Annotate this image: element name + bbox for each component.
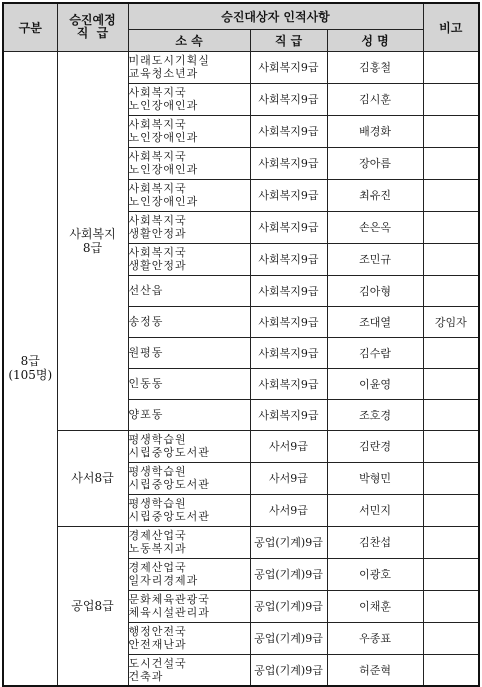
name-cell: 김수람 <box>327 337 423 368</box>
group-label-line: 8급 <box>82 240 103 255</box>
dept-line: 미래도시기획실 <box>128 54 210 67</box>
dept-line: 사회복지국 <box>128 214 187 227</box>
name-cell: 배경화 <box>327 115 423 147</box>
dept-line: 양포동 <box>128 408 164 421</box>
name-cell: 이광호 <box>327 558 423 590</box>
note-cell <box>423 243 479 275</box>
dept-line: 경제산업국 <box>128 529 187 542</box>
dept-line: 노동복지과 <box>128 542 187 555</box>
header-personnel: 승진대상자 인적사항 <box>128 3 423 29</box>
name-cell: 장아름 <box>327 147 423 179</box>
name-cell: 김아형 <box>327 275 423 306</box>
name-cell: 조대열 <box>327 306 423 337</box>
header-note: 비고 <box>423 3 479 51</box>
note-cell <box>423 115 479 147</box>
dept-line: 원평동 <box>128 346 164 359</box>
header-category: 구분 <box>3 3 57 51</box>
group-label-line: 사회복지 <box>69 226 116 241</box>
rank-cell: 공업(기계)9급 <box>250 526 327 558</box>
rank-cell: 사회복지9급 <box>250 337 327 368</box>
note-cell <box>423 399 479 430</box>
name-cell: 최유진 <box>327 179 423 211</box>
dept-line: 생활안정과 <box>128 227 187 240</box>
group-label-cell <box>57 430 128 526</box>
promotion-table <box>2 2 480 687</box>
note-cell <box>423 83 479 115</box>
dept-cell <box>128 462 250 494</box>
rank-cell: 공업(기계)9급 <box>250 654 327 686</box>
dept-line: 평생학습원 <box>128 497 187 510</box>
name-cell: 조호경 <box>327 399 423 430</box>
dept-cell <box>128 179 250 211</box>
note-cell <box>423 275 479 306</box>
name-cell: 김찬섭 <box>327 526 423 558</box>
header-dept: 소 속 <box>128 29 250 51</box>
dept-line: 일자리경제과 <box>128 574 199 587</box>
dept-cell <box>128 430 250 462</box>
rank-cell: 사회복지9급 <box>250 399 327 430</box>
note-cell <box>423 368 479 399</box>
total-category-line: (105명) <box>8 368 53 383</box>
dept-cell <box>128 83 250 115</box>
rank-cell: 사서9급 <box>250 494 327 526</box>
dept-cell <box>128 526 250 558</box>
dept-cell <box>128 558 250 590</box>
rank-cell: 사회복지9급 <box>250 179 327 211</box>
dept-cell <box>128 275 250 306</box>
name-cell: 서민지 <box>327 494 423 526</box>
rank-cell: 사회복지9급 <box>250 368 327 399</box>
dept-cell <box>128 337 250 368</box>
total-category-cell <box>3 51 57 686</box>
dept-cell <box>128 211 250 243</box>
note-cell: 강임자 <box>423 306 479 337</box>
dept-line: 문화체육관광국 <box>128 593 210 606</box>
dept-cell <box>128 51 250 83</box>
table-row <box>3 430 479 462</box>
dept-line: 건축과 <box>128 669 164 683</box>
note-cell <box>423 654 479 686</box>
dept-cell <box>128 243 250 275</box>
dept-cell <box>128 115 250 147</box>
rank-cell: 공업(기계)9급 <box>250 558 327 590</box>
rank-cell: 사서9급 <box>250 462 327 494</box>
note-cell <box>423 147 479 179</box>
group-label-line: 공업8급 <box>71 598 114 613</box>
dept-cell <box>128 622 250 654</box>
note-cell <box>423 51 479 83</box>
table-body <box>3 51 479 686</box>
name-cell: 김홍철 <box>327 51 423 83</box>
name-cell: 이채훈 <box>327 590 423 622</box>
dept-line: 평생학습원 <box>128 433 187 446</box>
dept-cell <box>128 147 250 179</box>
header-rank: 직 급 <box>250 29 327 51</box>
dept-line: 사회복지국 <box>128 86 187 99</box>
dept-cell <box>128 590 250 622</box>
dept-line: 평생학습원 <box>128 465 187 478</box>
name-cell: 허준혁 <box>327 654 423 686</box>
dept-line: 시립중앙도서관 <box>128 478 210 491</box>
name-cell: 손은옥 <box>327 211 423 243</box>
dept-line: 행정안전국 <box>128 625 187 638</box>
note-cell <box>423 558 479 590</box>
rank-cell: 사회복지9급 <box>250 306 327 337</box>
name-cell: 김시훈 <box>327 83 423 115</box>
dept-cell <box>128 654 250 686</box>
note-cell <box>423 526 479 558</box>
dept-line: 선산읍 <box>128 284 164 297</box>
name-cell: 조민규 <box>327 243 423 275</box>
dept-cell <box>128 494 250 526</box>
name-cell: 이윤영 <box>327 368 423 399</box>
dept-line: 사회복지국 <box>128 182 187 195</box>
rank-cell: 공업(기계)9급 <box>250 590 327 622</box>
group-label-cell <box>57 526 128 686</box>
group-label-cell <box>57 51 128 430</box>
rank-cell: 사회복지9급 <box>250 147 327 179</box>
dept-cell <box>128 368 250 399</box>
note-cell <box>423 179 479 211</box>
dept-line: 교육청소년과 <box>128 67 199 80</box>
note-cell <box>423 590 479 622</box>
note-cell <box>423 494 479 526</box>
note-cell <box>423 337 479 368</box>
dept-line: 안전재난과 <box>128 638 187 651</box>
dept-line: 노인장애인과 <box>128 163 199 176</box>
dept-line: 노인장애인과 <box>128 99 199 112</box>
header-name: 성 명 <box>327 29 423 51</box>
note-cell <box>423 622 479 654</box>
dept-line: 송정동 <box>128 315 164 328</box>
rank-cell: 사회복지9급 <box>250 211 327 243</box>
dept-line: 경제산업국 <box>128 561 187 574</box>
group-label-line: 사서8급 <box>71 471 114 485</box>
note-cell <box>423 430 479 462</box>
header-planned-rank-line: 직 급 <box>76 26 109 41</box>
dept-line: 노인장애인과 <box>128 195 199 208</box>
dept-line: 사회복지국 <box>128 150 187 163</box>
rank-cell: 사서9급 <box>250 430 327 462</box>
dept-cell <box>128 399 250 430</box>
dept-line: 생활안정과 <box>128 259 187 272</box>
dept-line: 인동동 <box>128 377 164 390</box>
header-planned-rank <box>57 3 128 51</box>
name-cell: 우종표 <box>327 622 423 654</box>
dept-line: 시립중앙도서관 <box>128 446 210 459</box>
name-cell: 김란경 <box>327 430 423 462</box>
rank-cell: 사회복지9급 <box>250 115 327 147</box>
name-cell: 박형민 <box>327 462 423 494</box>
rank-cell: 사회복지9급 <box>250 83 327 115</box>
note-cell <box>423 462 479 494</box>
dept-line: 체육시설관리과 <box>128 606 210 619</box>
table-row <box>3 526 479 558</box>
dept-line: 시립중앙도서관 <box>128 510 210 523</box>
dept-cell <box>128 306 250 337</box>
rank-cell: 공업(기계)9급 <box>250 622 327 654</box>
rank-cell: 사회복지9급 <box>250 275 327 306</box>
dept-line: 도시건설국 <box>128 656 187 670</box>
header-planned-rank-line: 승진예정 <box>69 13 116 28</box>
rank-cell: 사회복지9급 <box>250 51 327 83</box>
dept-line: 사회복지국 <box>128 246 187 259</box>
note-cell <box>423 211 479 243</box>
rank-cell: 사회복지9급 <box>250 243 327 275</box>
table-row <box>3 51 479 83</box>
dept-line: 노인장애인과 <box>128 131 199 144</box>
total-category-line: 8급 <box>20 354 40 369</box>
dept-line: 사회복지국 <box>128 118 187 131</box>
